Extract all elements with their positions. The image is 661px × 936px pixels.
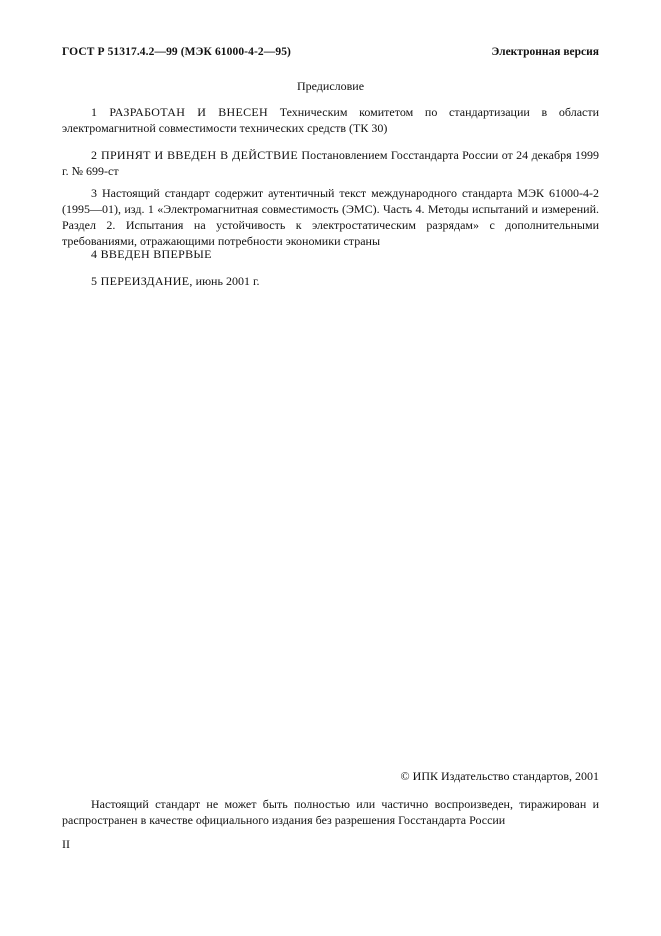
reproduction-notice: Настоящий стандарт не может быть полностью или частично воспроизведен, тиражирован и распространен в качестве официального издания без разрешения Госстандарта России bbox=[62, 797, 599, 827]
preface-item-3-lead: 3 bbox=[91, 186, 97, 200]
preface-item-4 bbox=[62, 246, 599, 262]
preface-item-1-text: Техническим комитетом по стандартизации в области электромагнитной совместимости технических средств (ТК 30) bbox=[62, 105, 600, 135]
preface-item-2 bbox=[62, 147, 599, 179]
page-number: II bbox=[62, 837, 70, 851]
preface-item-5-lead: 5 ПЕРЕИЗДАНИЕ, bbox=[91, 274, 193, 288]
preface-item-4-lead: 4 ВВЕДЕН ВПЕРВЫЕ bbox=[91, 247, 212, 261]
preface-item-1-lead: 1 РАЗРАБОТАН И ВНЕСЕН bbox=[91, 105, 268, 119]
standard-id: ГОСТ Р 51317.4.2—99 (МЭК 61000-4-2—95) bbox=[62, 46, 291, 58]
preface-item-1 bbox=[62, 104, 599, 136]
preface-item-3-text: Настоящий стандарт содержит аутентичный текст международного стандарта МЭК 61000-4-2 (1995—01), изд. 1 «Электромагнитная совместимость (ЭМС). Часть 4. Методы испытаний и измерений. Раздел 2. Испытания на устойчивость к электростатическим разрядам» с дополнительными требованиями, отражающими потребности экономики страны bbox=[62, 186, 599, 248]
preface-item-5-text: июнь 2001 г. bbox=[192, 274, 260, 288]
preface-item-2-text: Постановлением Госстандарта России от 24 декабря 1999 г. № 699-ст bbox=[62, 148, 599, 178]
copyright-line: © ИПК Издательство стандартов, 2001 bbox=[400, 769, 599, 783]
preface-item-5 bbox=[62, 273, 599, 289]
preface-item-2-lead: 2 ПРИНЯТ И ВВЕДЕН В ДЕЙСТВИЕ bbox=[91, 148, 299, 162]
preface-item-3 bbox=[62, 185, 599, 249]
preface-title: Предисловие bbox=[296, 79, 365, 93]
version-label: Электронная версия bbox=[491, 46, 599, 58]
